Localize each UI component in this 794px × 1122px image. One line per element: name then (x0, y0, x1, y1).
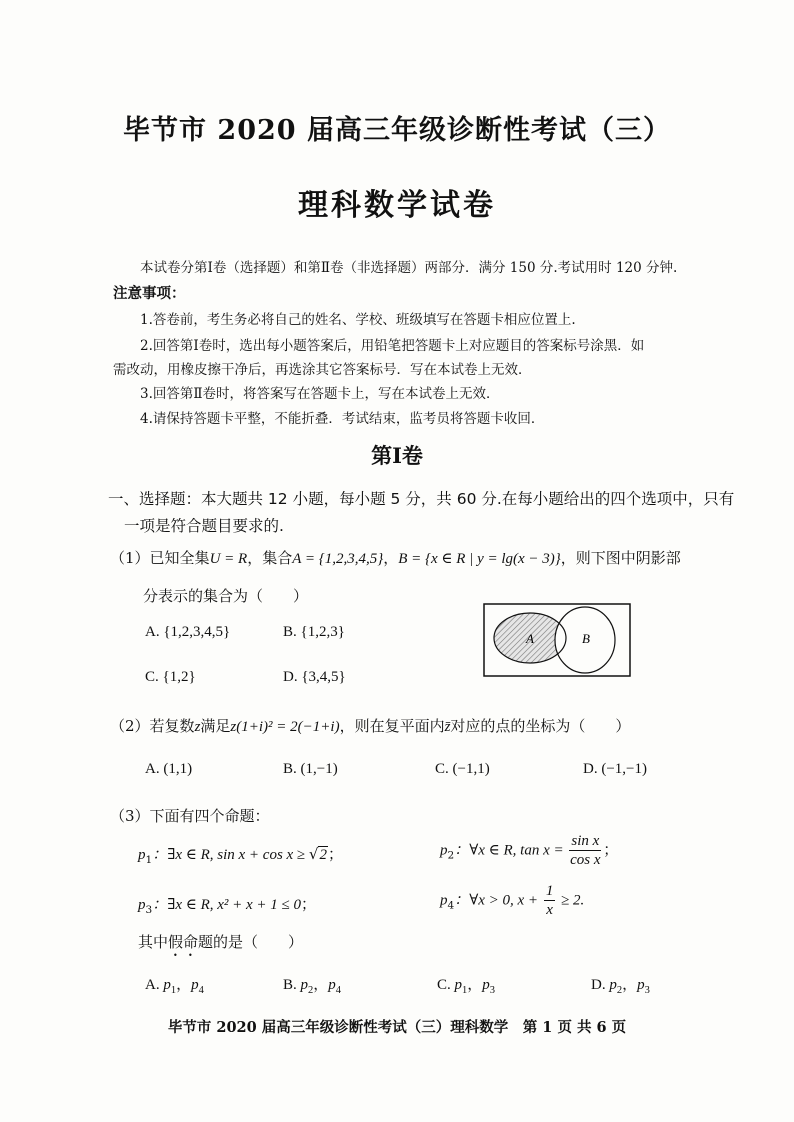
question-number: （2） (110, 717, 150, 735)
venn-diagram (483, 603, 631, 677)
question-3-ask: 其中假命题的是（ ） (138, 933, 304, 951)
note-item: 1.答卷前，考生务必将自己的姓名、学校、班级填写在答题卡相应位置上. (140, 312, 576, 328)
proposition-p2: $p_2$：∀x ∈ R, tan x = $\frac{\text{sin x}}{\text{cos x}}$ ； (440, 833, 619, 868)
proposition-p1: $p_1$：∃x ∈ R, sin x + cos x ≥ √2； (138, 845, 343, 866)
intro-text: 本试卷分第Ⅰ卷（选择题）和第Ⅱ卷（非选择题）两部分．满分 150 分.考试用时 120 分钟. (140, 260, 678, 276)
question-1-cont: 分表示的集合为（ ） (143, 587, 309, 605)
option-c: C. $p_1$，$p_3$ (437, 977, 496, 996)
question-1: （1）已知全集U = R，集合A = {1,2,3,4,5}，B = {x ∈ R | y = lg(x − 3)}，则下图中阴影部 (110, 549, 681, 567)
page-footer: 毕节市 2020 届高三年级诊断性考试（三）理科数学 第 1 页 共 6 页 (167, 1019, 627, 1036)
option-b: B. {1,2,3} (283, 624, 345, 640)
question-3: （3）下面有四个命题： (110, 807, 270, 825)
note-item: 需改动，用橡皮擦干净后，再选涂其它答案标号．写在本试卷上无效． (113, 362, 532, 378)
exam-title: 毕节市 2020 届高三年级诊断性考试（三） (123, 115, 671, 146)
set-a-label: A (526, 631, 534, 646)
note-item: 3.回答第Ⅱ卷时，将答案写在答题卡上，写在本试卷上无效． (140, 386, 500, 402)
section-heading-cont: 一项是符合题目要求的. (124, 517, 284, 535)
note-item: 4.请保持答题卡平整，不能折叠．考试结束，监考员将答题卡收回． (140, 411, 545, 427)
option-d: D. $p_2$，$p_3$ (591, 977, 650, 996)
option-a: A. {1,2,3,4,5} (145, 624, 231, 640)
option-b: B. (1,−1) (283, 761, 338, 777)
emphasized-text: 假命 (168, 933, 199, 951)
option-a: A. $p_1$，$p_4$ (145, 977, 204, 996)
proposition-p3: $p_3$：∃x ∈ R, x² + x + 1 ≤ 0； (138, 895, 317, 916)
fraction: $\frac{\text{sin x}}{\text{cos x}}$ (570, 833, 601, 868)
exam-subtitle: 理科数学试卷 (298, 188, 496, 223)
proposition-p4: $p_4$：∀x > 0, x + $\frac{1}{x}$ ≥ 2. (440, 883, 585, 918)
section-heading: 一、选择题：本大题共 12 小题，每小题 5 分，共 60 分.在每小题给出的四个选项中，只有 (108, 490, 735, 508)
volume-heading: 第Ⅰ卷 (371, 443, 423, 468)
question-number: （3） (110, 807, 150, 825)
notes-heading: 注意事项： (113, 285, 186, 302)
option-c: C. {1,2} (145, 669, 196, 685)
question-2: （2）若复数z满足z(1+i)² = 2(−1+i)，则在复平面内z̄对应的点的坐标为（ ） (110, 717, 631, 735)
fraction: $\frac{1}{x}$ (545, 883, 554, 918)
option-a: A. (1,1) (145, 761, 193, 777)
note-item: 2.回答第Ⅰ卷时，选出每小题答案后，用铅笔把答题卡上对应题目的答案标号涂黑．如 (140, 338, 645, 354)
option-d: D. (−1,−1) (583, 761, 647, 777)
question-number: （1） (110, 549, 150, 567)
option-b: B. $p_2$，$p_4$ (283, 977, 342, 996)
option-d: D. {3,4,5} (283, 669, 346, 685)
option-c: C. (−1,1) (435, 761, 490, 777)
set-b-label: B (582, 631, 590, 646)
